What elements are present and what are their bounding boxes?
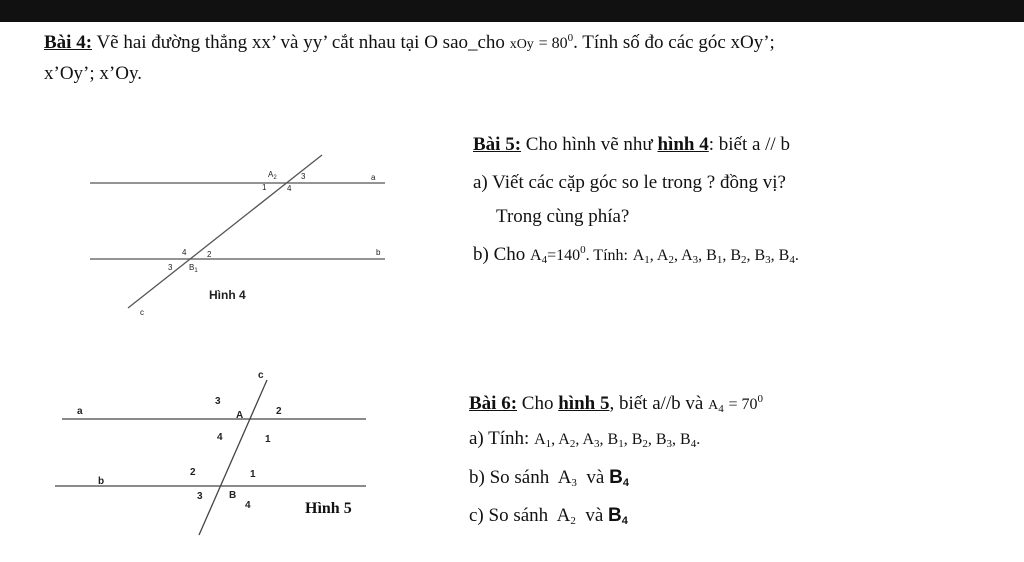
figure-4-labels <box>140 170 381 317</box>
bai6-c-first: $A_2$ <box>556 505 576 527</box>
bai6-angle-item: $B_1$, <box>607 431 628 450</box>
bai6-c-prefix: c) So sánh <box>469 505 549 526</box>
bai6-degree: 0 <box>757 393 764 405</box>
figure-5-labels <box>77 370 282 511</box>
bai5-angle-item: $A_3$, <box>681 247 703 266</box>
bai5-text1: Cho hình vẽ như <box>521 134 658 155</box>
fig4-angle-a3: 3 <box>301 172 306 181</box>
bai6-label: Bài 6: <box>469 393 518 414</box>
fig5-angle-b4: 4 <box>245 500 251 511</box>
bai6-angle-item: $B_2$, <box>631 431 652 450</box>
bai6-b-prefix: b) So sánh <box>469 467 550 488</box>
bai6-b-and: và <box>586 467 605 488</box>
bai4-text2: . Tính số đo các góc xOy’; <box>573 32 775 53</box>
bai6-angle-item: $A_3$, <box>582 431 604 450</box>
bai5-ref: hình 4 <box>657 134 709 155</box>
bai5-b-tinh: . Tính: <box>585 247 628 264</box>
fig5-angle-b1: 1 <box>250 469 256 480</box>
bai6-angle: $A_4$ <box>708 398 724 415</box>
fig5-angle-a1: 1 <box>265 434 271 445</box>
bai5-b-value: =140 <box>547 247 581 264</box>
bai6-angle-item: $A_2$, <box>558 431 580 450</box>
bai6-c-and: và <box>585 505 604 526</box>
bai5-b-degree: 0 <box>580 244 586 256</box>
fig5-angle-a4: 4 <box>217 432 223 443</box>
fig5-angle-a3: 3 <box>215 396 221 407</box>
fig5-angle-b3: 3 <box>197 491 203 502</box>
bai4-text1: Vẽ hai đường thẳng xx’ và yy’ cắt nhau tại O sao <box>92 32 468 53</box>
bai5-question-a: a) Viết các cặp góc so le trong ? đồng vị? <box>473 172 786 193</box>
fig4-line-c <box>128 155 322 308</box>
bai6-angle-item: $B_4$. <box>680 431 701 450</box>
bai6-angle-item: $B_3$, <box>655 431 677 450</box>
bai6-angle-item: $A_1$, <box>534 431 556 450</box>
bai4-degree: 0 <box>567 32 574 44</box>
bai6-b-first: $A_3$ <box>557 467 577 489</box>
fig4-angle-b3: 3 <box>168 263 173 272</box>
fig4-point-a: $A_2$ <box>268 170 277 181</box>
fig5-angle-a2: 2 <box>276 406 282 417</box>
bai6-c-second: $B_4$ <box>608 505 628 527</box>
bai5-angle-item: $B_2$, <box>730 247 751 266</box>
fig5-point-a: A <box>236 410 244 421</box>
figure-4 <box>90 155 385 308</box>
fig4-label-a: a <box>371 173 376 182</box>
bai6-b-second: $B_4$ <box>609 467 629 489</box>
bai5-angle-item: $B_1$, <box>706 247 727 266</box>
bai6-a-prefix: a) Tính: <box>469 428 530 449</box>
fig5-angle-b2: 2 <box>190 467 196 478</box>
bai5-angle-item: $A_2$, <box>656 247 678 266</box>
bai5-angle-item: $A_1$, <box>632 247 654 266</box>
fig5-caption: Hình 5 <box>305 500 352 517</box>
fig4-angle-b4: 4 <box>182 248 187 257</box>
fig5-label-a: a <box>77 406 83 417</box>
bai6-text2: , biết a//b và <box>609 393 704 414</box>
bai4-line2: x’Oy’; x’Oy. <box>44 63 142 84</box>
fig4-label-b: b <box>376 248 381 257</box>
bai5-angle-item: $B_3$, <box>754 247 775 266</box>
bai5-text2: : biết a // b <box>708 134 790 155</box>
fig4-angle-a1: 1 <box>262 183 267 192</box>
fig4-angle-a4: 4 <box>287 184 292 193</box>
fig4-label-c: c <box>140 308 144 317</box>
fig5-label-b: b <box>98 476 105 487</box>
bai4-cho: _cho <box>468 32 505 53</box>
bai4-label: Bài 4: <box>44 32 93 53</box>
fig5-line-c <box>199 380 267 535</box>
fig5-point-b: B <box>229 490 237 501</box>
bai4-angle-value: = 80 <box>538 35 568 52</box>
bai6-value: = 70 <box>728 396 758 413</box>
fig5-label-c: c <box>258 370 264 381</box>
fig4-angle-b2: 2 <box>207 250 212 259</box>
bai5-angle-item: $B_4$. <box>778 247 799 266</box>
bai4-angle-name: xOy <box>509 37 534 52</box>
bai6-text1: Cho <box>517 393 559 414</box>
bai6-ref: hình 5 <box>558 393 610 414</box>
fig4-caption: Hình 4 <box>209 288 246 302</box>
bai5-b-prefix: b) Cho <box>473 244 526 265</box>
bai5-question-a-cont: Trong cùng phía? <box>496 206 630 227</box>
bai5-b-angle: $A_4$ <box>530 247 548 266</box>
bai5-label: Bài 5: <box>473 134 522 155</box>
fig4-point-b: $B_1$ <box>189 263 198 274</box>
